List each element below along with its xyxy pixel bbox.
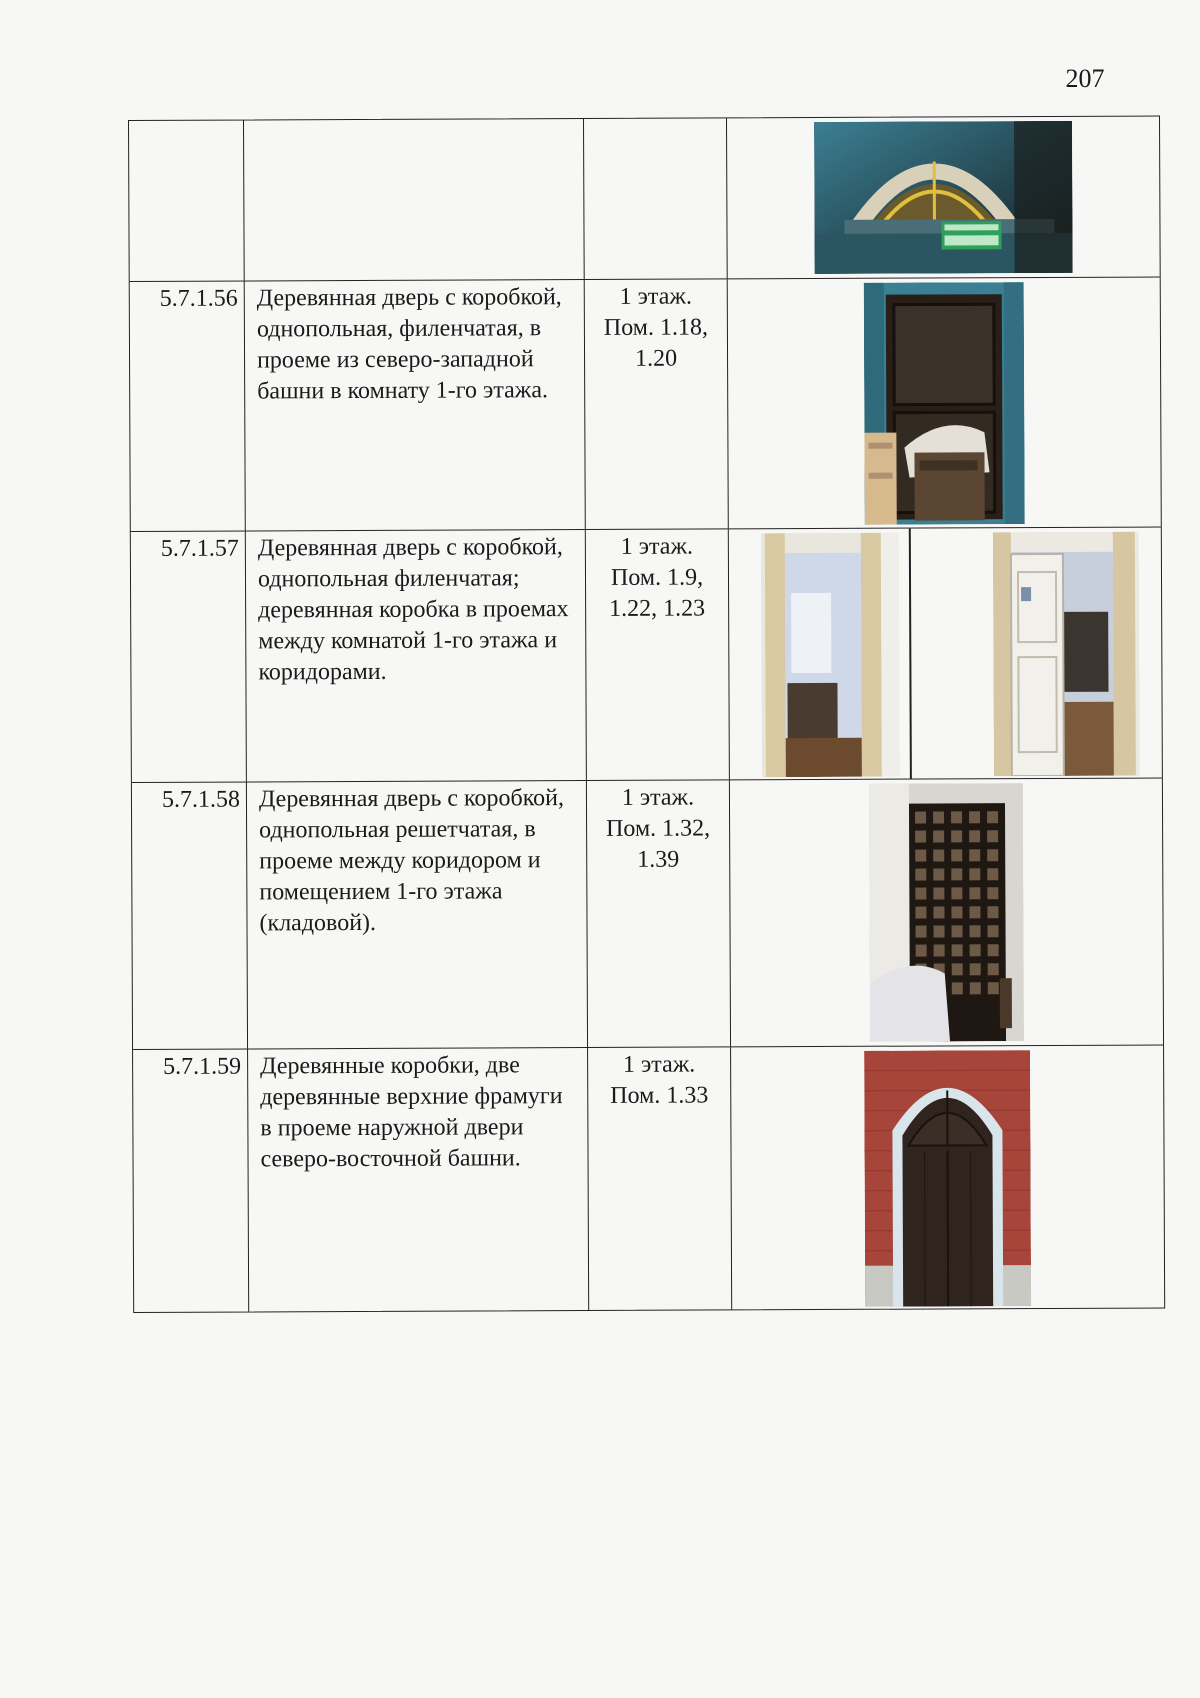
lattice-opening [987,811,998,823]
gothic-door-photo [864,1050,1031,1307]
location-line: 1 этаж. [619,283,692,310]
page-number: 207 [1065,64,1105,93]
table-row [131,526,1162,781]
lattice-opening [969,811,980,823]
location-line: Пом. 1.33 [610,1082,709,1109]
lattice-opening [916,945,927,957]
lattice-opening [969,830,980,842]
lattice-opening [951,830,962,842]
lattice-opening [934,944,945,956]
lattice-opening [951,811,962,823]
lattice-opening [952,944,963,956]
table-row [133,1044,1164,1311]
lattice-opening [970,925,981,937]
row-description [243,119,584,280]
lattice-opening [970,982,981,994]
lattice-opening [987,887,998,899]
lattice-opening [988,944,999,956]
lattice-opening [952,963,963,975]
row-location [584,279,728,529]
lattice-opening [988,963,999,975]
lattice-opening [933,830,944,842]
row-photo-cell [729,778,1163,1046]
lattice-opening [933,868,944,880]
row-id: 5.7.1.56 [159,285,238,312]
lattice-opening [988,982,999,994]
lattice-opening [970,944,981,956]
door-frame-photo-left [761,533,900,778]
row-id [129,120,244,280]
lattice-opening [970,963,981,975]
row-photo-cell [728,527,1162,779]
lattice-opening [988,925,999,937]
location-line: 1.22, 1.23 [609,595,706,622]
door-inventory-table [128,115,1165,1312]
lattice-opening [969,868,980,880]
lattice-opening [915,812,926,824]
lattice-opening [952,925,963,937]
lattice-door-photo [869,783,1024,1042]
row-description: Деревянная дверь с коробкой, однопольная филенчатая; деревянная коробка в проемах между комнатой 1-го этажа и коридорами. [245,530,586,781]
row-id: 5.7.1.58 [161,786,241,813]
row-photo-cell [730,1045,1164,1309]
lattice-opening [933,906,944,918]
location-line: Пом. 1.9, [610,564,704,591]
lattice-opening [951,887,962,899]
lattice-opening [951,849,962,861]
lattice-opening [915,850,926,862]
row-description: Деревянная дверь с коробкой, однопольная решетчатая, в проеме между коридором и помещением 1-го этажа (кладовой). [246,781,587,1048]
lattice-opening [952,982,963,994]
row-location [587,1047,731,1310]
location-line: Пом. 1.18, [603,314,708,341]
lattice-opening [987,849,998,861]
lattice-opening [933,849,944,861]
lattice-opening [915,869,926,881]
row-location [585,529,729,780]
door-frame-photo-right [993,532,1140,777]
row-description: Деревянные коробки, две деревянные верхние фрамуги в проеме наружной двери северо-восточной башни. [247,1048,588,1311]
lattice-opening [933,811,944,823]
row-description: Деревянная дверь с коробкой, однопольная, филенчатая, в проеме из северо-западной башни в комнату 1-го этажа. [244,280,585,530]
table-row [130,276,1161,530]
lattice-opening [987,830,998,842]
location-line: 1 этаж. [620,533,694,560]
location-line: Пом. 1.32, [606,815,711,842]
lattice-opening [951,868,962,880]
lattice-opening [951,906,962,918]
lattice-opening [915,907,926,919]
lattice-opening [987,868,998,880]
location-line: 1.20 [634,345,678,372]
row-photo-cell [726,117,1160,279]
row-photo-cell [727,277,1161,528]
row-location [583,118,727,279]
panel-door-photo [864,282,1025,525]
row-id: 5.7.1.59 [163,1053,242,1080]
lattice-opening [969,906,980,918]
arched-transom-photo [814,121,1073,274]
lattice-opening [915,831,926,843]
photo-divider [909,529,912,779]
location-line: 1.39 [637,846,680,873]
lattice-opening [934,925,945,937]
lattice-opening [969,887,980,899]
lattice-opening [933,887,944,899]
location-line: 1 этаж. [621,784,695,811]
row-location [586,780,730,1047]
lattice-opening [987,906,998,918]
location-line: 1 этаж. [622,1051,696,1078]
lattice-opening [969,849,980,861]
row-id: 5.7.1.57 [160,535,239,562]
table-row [132,777,1163,1048]
lattice-opening [916,926,927,938]
table-row [129,117,1160,281]
lattice-opening [915,888,926,900]
